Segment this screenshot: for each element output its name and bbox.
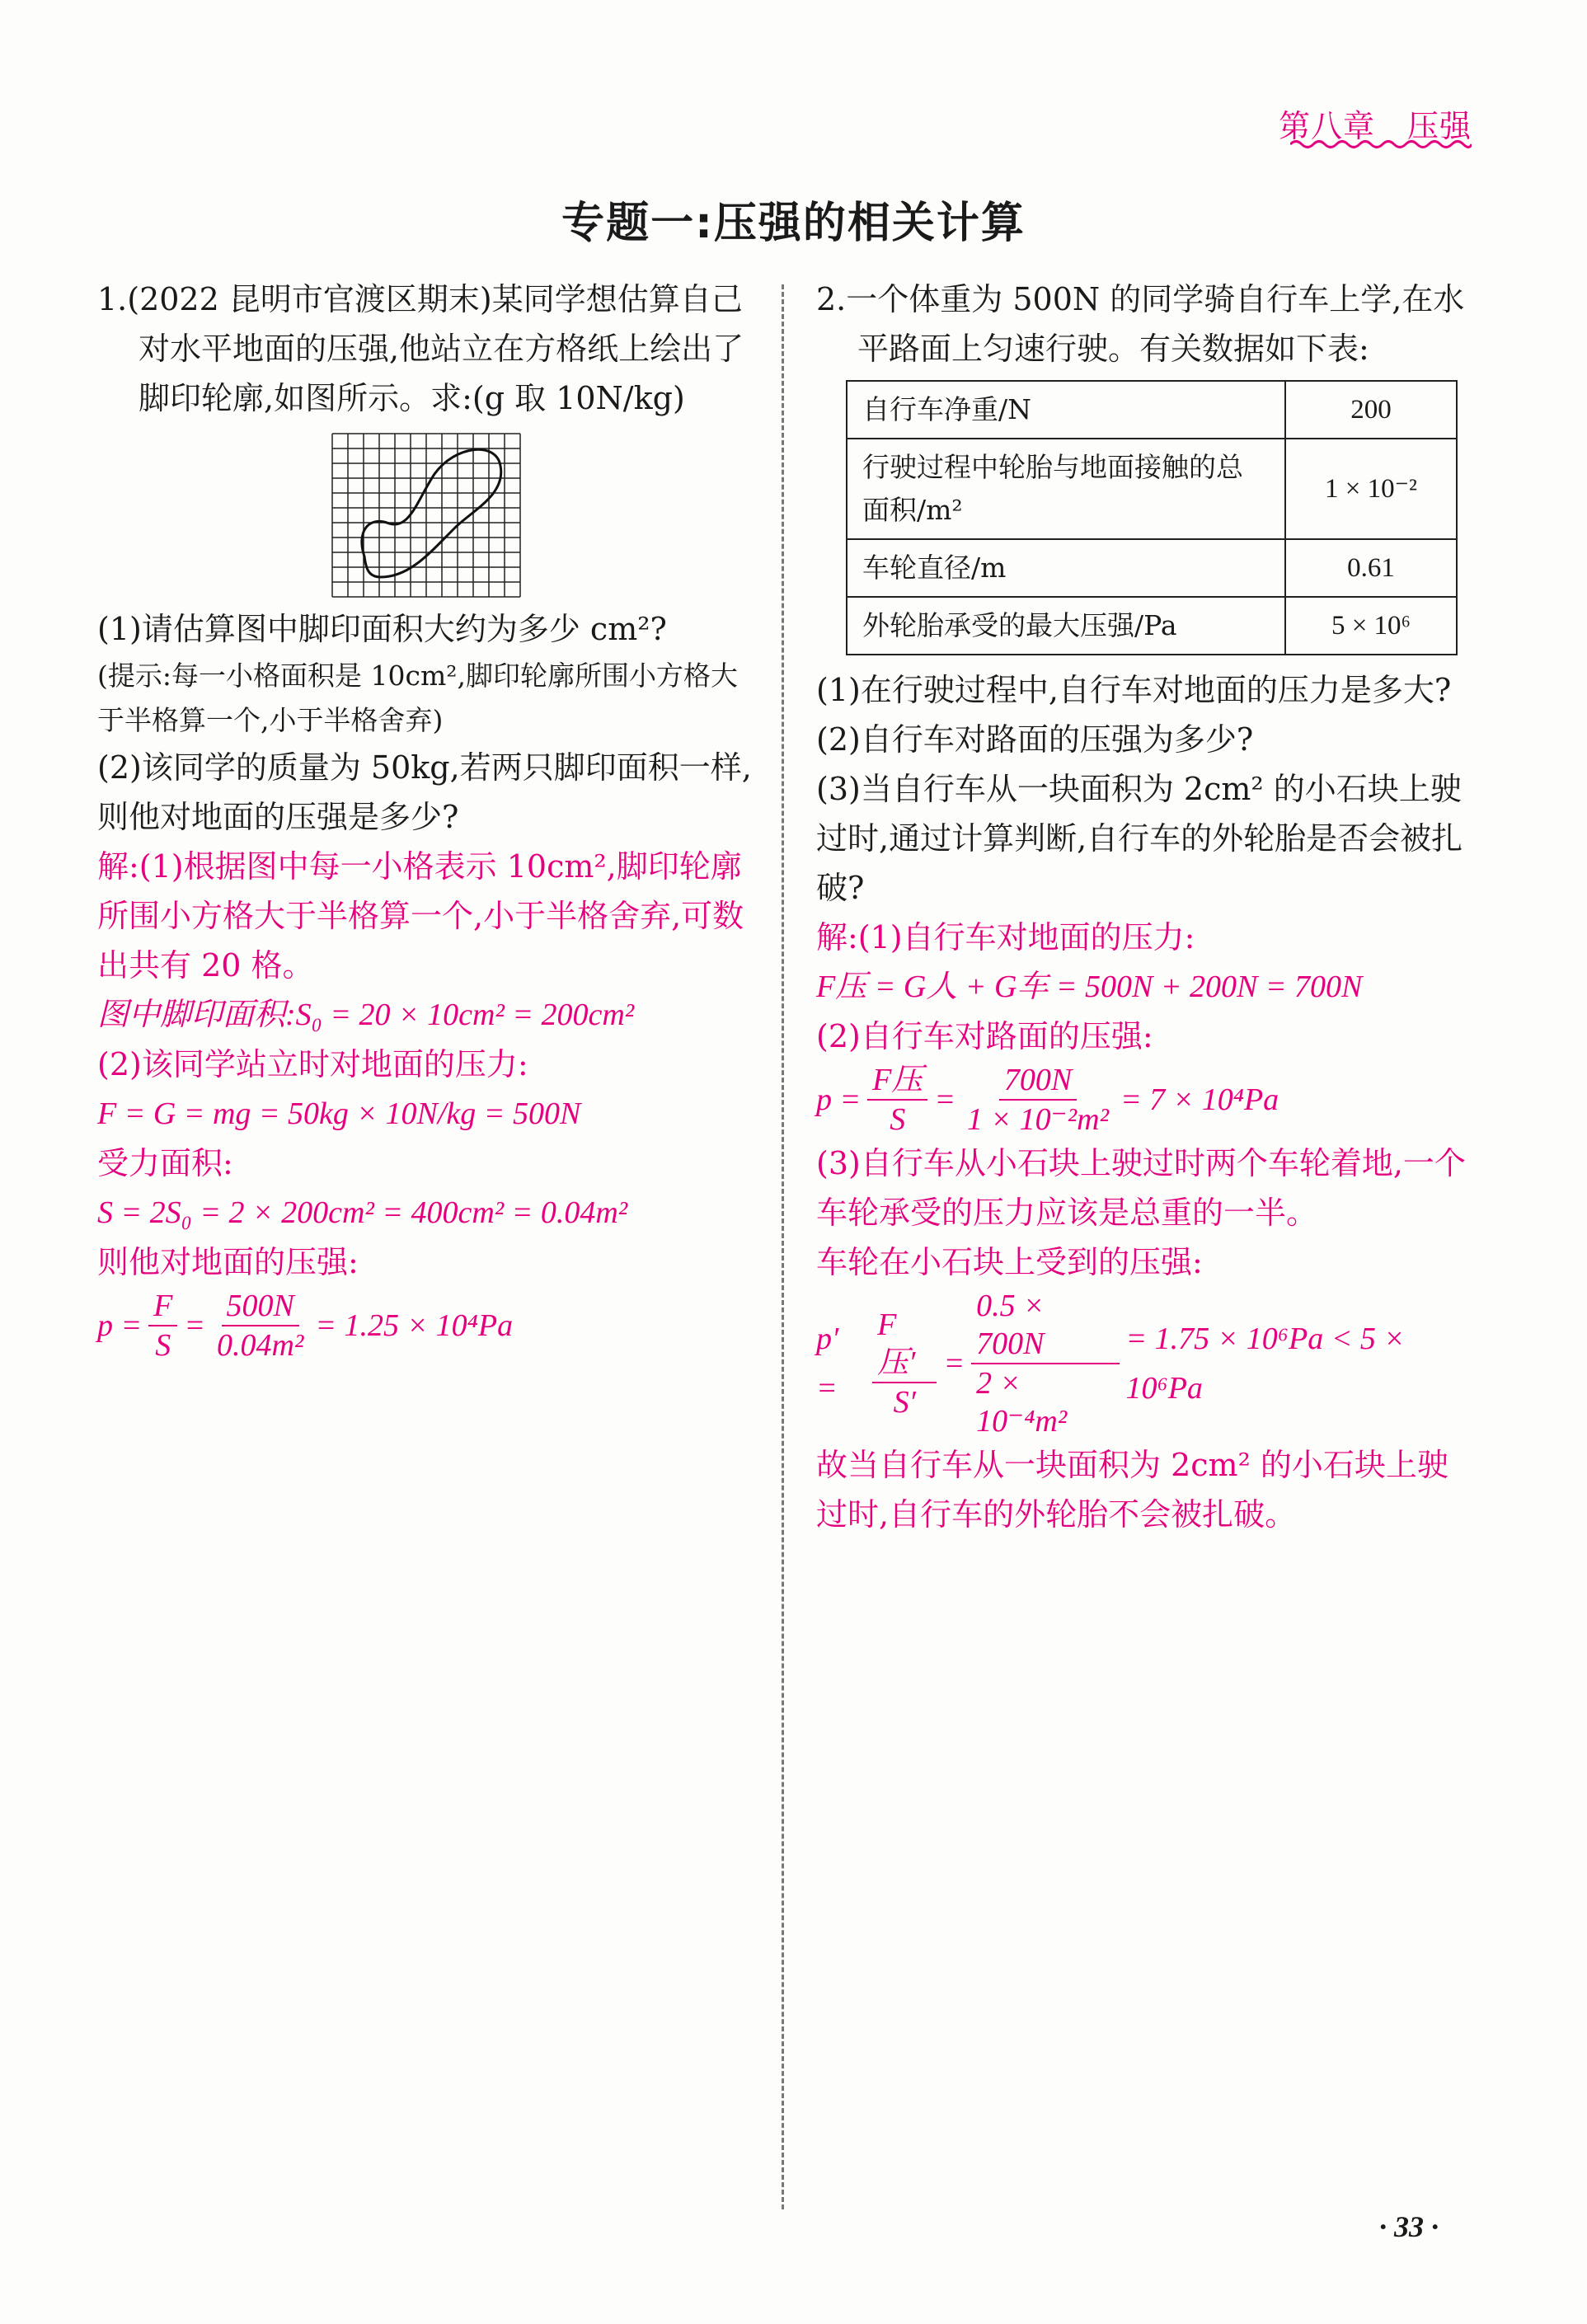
q1-sol-line6: S = 2S₀ = 2 × 200cm² = 400cm² = 0.04m² — [97, 1195, 628, 1230]
q1-sol-line7: 则他对地面的压强: — [97, 1244, 359, 1280]
table-cell-value: 0.61 — [1285, 539, 1457, 597]
fraction-numerator: F压′ — [872, 1306, 937, 1383]
formula-lhs: p = — [97, 1308, 143, 1343]
fraction-numerator: 700N — [999, 1061, 1077, 1101]
footprint-figure — [97, 433, 757, 598]
formula-lhs: p = — [816, 1082, 862, 1117]
q1-sol-line3: (2)该同学站立时对地面的压力: — [97, 1046, 528, 1082]
formula-lhs: p′ = — [816, 1322, 839, 1406]
q2-sol-line1: 解:(1)自行车对地面的压力: — [816, 919, 1195, 955]
fraction-denominator: S′ — [893, 1385, 916, 1420]
q1-solution — [97, 842, 757, 1364]
fraction-values — [971, 1287, 1119, 1440]
q1-sol-line2: 图中脚印面积:S₀ = 20 × 10cm² = 200cm² — [97, 998, 635, 1032]
fraction-f-over-s — [148, 1287, 177, 1364]
q1-sub1: (1)请估算图中脚印面积大约为多少 cm²? — [97, 611, 667, 647]
q2-sol-line6: 故当自行车从一块面积为 2cm² 的小石块上驶过时,自行车的外轮胎不会被扎破。 — [816, 1447, 1448, 1533]
q2-sub2: (2)自行车对路面的压强为多少? — [816, 721, 1254, 758]
formula-result: = 1.25 × 10⁴Pa — [315, 1308, 514, 1343]
table-cell-label: 行驶过程中轮胎与地面接触的总面积/m² — [847, 439, 1285, 539]
fraction-values — [962, 1061, 1114, 1139]
q1-pressure-formula — [97, 1287, 757, 1364]
question-1 — [97, 275, 757, 1364]
table-cell-value: 1 × 10⁻² — [1285, 439, 1457, 539]
chapter-tag: 第八章 压强 — [1278, 108, 1472, 144]
fraction-denominator: 1 × 10⁻²m² — [967, 1102, 1109, 1137]
fraction-f-over-s — [872, 1306, 937, 1421]
q2-sub3: (3)当自行车从一块面积为 2cm² 的小石块上驶过时,通过计算判断,自行车的外轮胎是否会被扎破? — [816, 771, 1463, 906]
q2-sol-line3: (2)自行车对路面的压强: — [816, 1018, 1153, 1054]
chapter-wave-underline — [1290, 139, 1472, 150]
fraction-numerator: 0.5 × 700N — [971, 1287, 1119, 1364]
q1-sub2: (2)该同学的质量为 50kg,若两只脚印面积一样,则他对地面的压强是多少? — [97, 749, 752, 835]
fraction-f-over-s — [867, 1061, 927, 1139]
formula-result: = 7 × 10⁴Pa — [1120, 1082, 1279, 1117]
fraction-numerator: F压 — [867, 1061, 927, 1101]
grid-paper — [331, 433, 523, 598]
table-cell-value: 5 × 10⁶ — [1285, 597, 1457, 655]
q2-solution — [816, 913, 1476, 1539]
table-cell-label: 外轮胎承受的最大压强/Pa — [847, 597, 1285, 655]
fraction-denominator: 0.04m² — [217, 1328, 304, 1363]
question-2 — [816, 275, 1476, 1539]
column-divider — [782, 284, 784, 2209]
q2-stone-pressure-formula — [816, 1287, 1476, 1440]
formula-equals: = — [184, 1308, 206, 1343]
q2-sol-line5: 车轮在小石块上受到的压强: — [816, 1244, 1203, 1280]
table-cell-value: 200 — [1285, 381, 1457, 439]
fraction-numerator: 500N — [222, 1287, 299, 1326]
table-row — [847, 597, 1457, 655]
q2-pressure-formula — [816, 1061, 1476, 1139]
table-cell-label: 车轮直径/m — [847, 539, 1285, 597]
fraction-values — [212, 1287, 308, 1364]
q2-sol-line2: F压 = G人 + G车 = 500N + 200N = 700N — [816, 970, 1363, 1004]
table-row — [847, 381, 1457, 439]
fraction-numerator: F — [148, 1287, 177, 1326]
q2-sol-line4: (3)自行车从小石块上驶过时两个车轮着地,一个车轮承受的压力应该是总重的一半。 — [816, 1145, 1466, 1231]
fraction-denominator: S — [890, 1102, 906, 1137]
page-number: · 33 · — [1379, 2210, 1439, 2243]
table-row — [847, 539, 1457, 597]
q1-sol-line5: 受力面积: — [97, 1145, 233, 1181]
q1-stem: 1.(2022 昆明市官渡区期末)某同学想估算自己对水平地面的压强,他站立在方格纸上绘出了脚印轮廓,如图所示。求:(g 取 10N/kg) — [97, 281, 744, 416]
q1-hint: (提示:每一小格面积是 10cm²,脚印轮廓所围小方格大于半格算一个,小于半格舍弃) — [97, 660, 738, 736]
fraction-denominator: S — [155, 1328, 171, 1363]
page-title: 专题一:压强的相关计算 — [561, 199, 1026, 248]
q2-sub1: (1)在行驶过程中,自行车对地面的压力是多大? — [816, 672, 1452, 708]
table-row — [847, 439, 1457, 539]
fraction-denominator: 2 × 10⁻⁴m² — [976, 1366, 1068, 1439]
footprint-outline — [362, 449, 501, 577]
formula-equals: = — [934, 1082, 956, 1117]
table-cell-label: 自行车净重/N — [847, 381, 1285, 439]
q1-sol-line4: F = G = mg = 50kg × 10N/kg = 500N — [97, 1096, 581, 1131]
bike-data-table — [846, 380, 1458, 655]
formula-result: = 1.75 × 10⁶Pa < 5 × 10⁶Pa — [1125, 1322, 1405, 1406]
q1-sol-line1: 解:(1)根据图中每一小格表示 10cm²,脚印轮廓所围小方格大于半格算一个,小于半格舍弃,可数出共有 20 格。 — [97, 848, 744, 984]
formula-equals: = — [943, 1346, 965, 1381]
q2-stem: 2.一个体重为 500N 的同学骑自行车上学,在水平路面上匀速行驶。有关数据如下表: — [816, 281, 1465, 367]
